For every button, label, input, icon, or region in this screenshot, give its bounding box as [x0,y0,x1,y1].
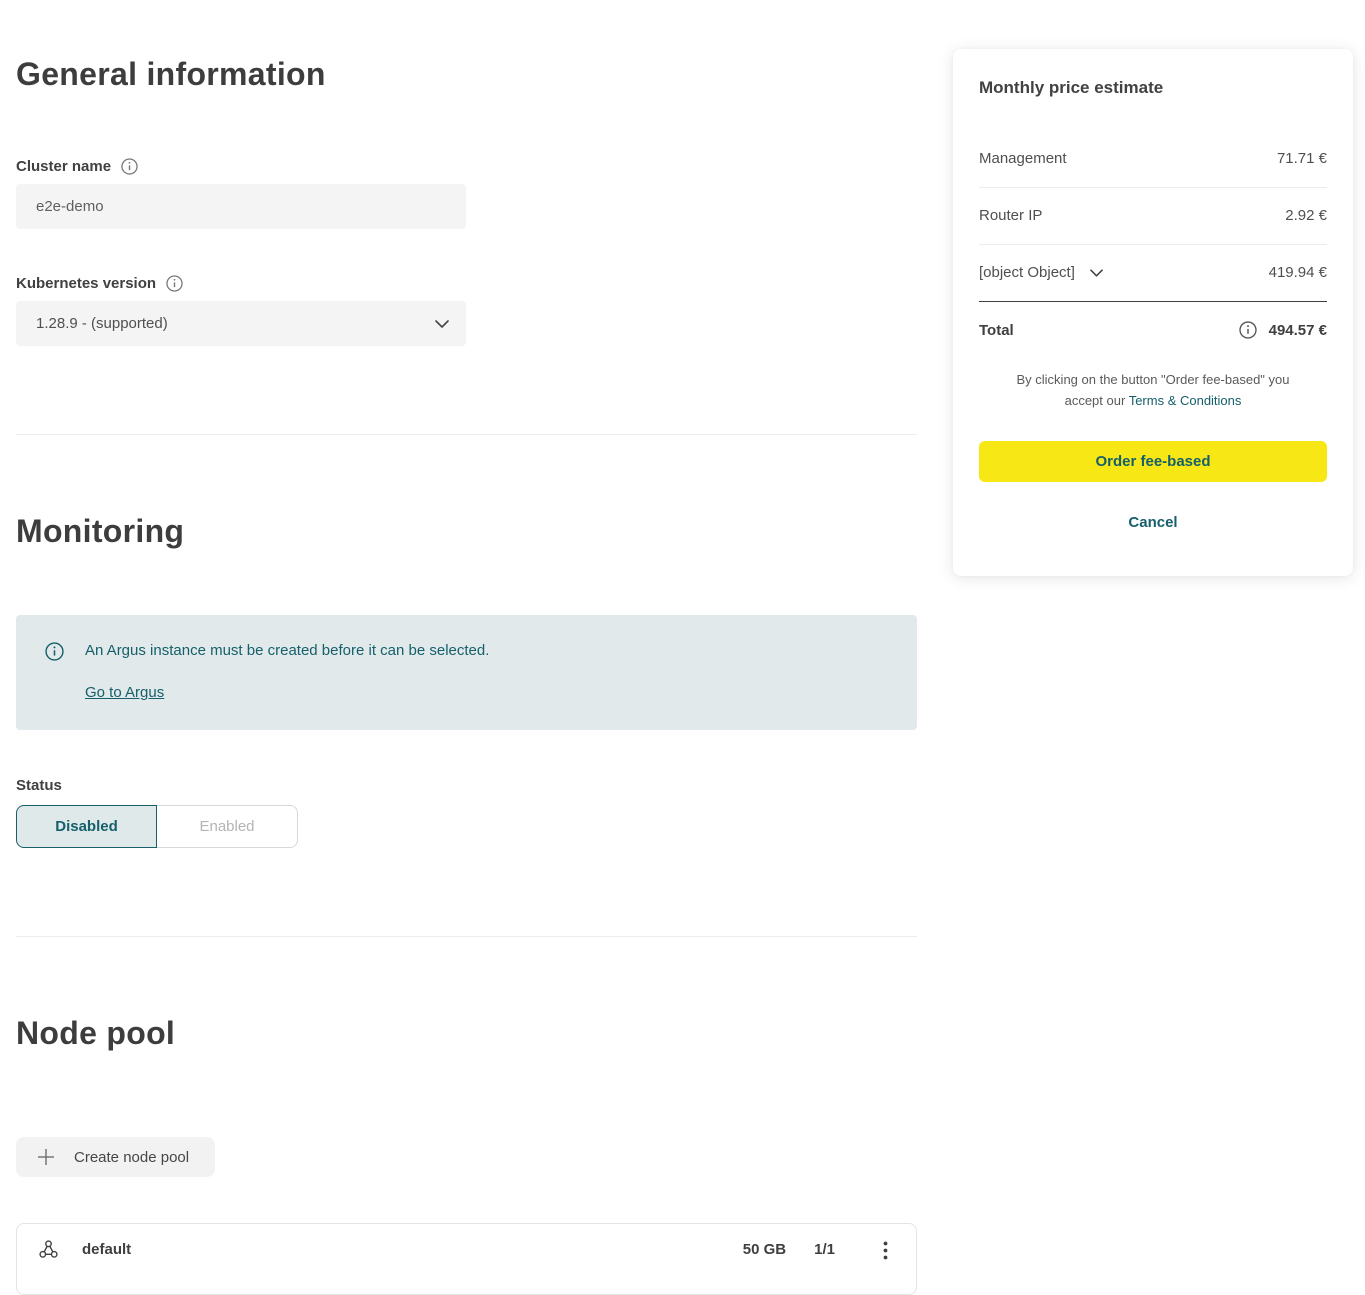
price-row-label: [object Object] [979,264,1075,281]
section-divider [16,936,917,937]
kubernetes-version-label: Kubernetes version [16,274,157,292]
cancel-button[interactable]: Cancel [1122,513,1183,532]
kubernetes-version-select[interactable] [16,301,466,346]
order-fee-based-button[interactable]: Order fee-based [979,441,1327,482]
price-row-value: 419.94 € [1268,264,1327,281]
info-icon[interactable] [121,158,138,175]
total-label: Total [979,321,1014,339]
info-icon [45,642,64,661]
price-row-value: 2.92 € [1285,207,1327,224]
terms-notice [1003,369,1303,411]
cluster-create-form [16,0,917,1295]
node-pool-name: default [82,1241,132,1258]
plus-icon [37,1148,55,1166]
go-to-argus-link[interactable]: Go to Argus [85,684,165,701]
price-row-label: Router IP [979,207,1043,224]
cluster-name-input[interactable] [16,184,466,229]
price-card-title: Monthly price estimate [979,78,1164,97]
kebab-menu-icon[interactable] [881,1238,890,1263]
node-pool-volume-size: 50 GB [742,1241,787,1258]
kubernetes-version-label-row [16,274,917,292]
section-title-monitoring: Monitoring [16,513,185,549]
terms-and-conditions-link[interactable]: Terms & Conditions [1128,393,1242,408]
create-node-pool-label: Create node pool [74,1148,190,1166]
price-total-row [979,302,1327,339]
status-toggle [16,805,917,848]
argus-info-banner [16,615,917,730]
argus-banner-message: An Argus instance must be created before it can be selected. [85,642,490,659]
monthly-price-estimate-card [953,49,1353,576]
cluster-name-label-row [16,157,917,175]
info-icon[interactable] [166,275,183,292]
status-option-disabled[interactable]: Disabled [16,805,157,848]
chevron-down-icon [435,320,449,328]
cluster-name-label: Cluster name [16,157,112,175]
chevron-down-icon[interactable] [1090,269,1103,277]
section-title-general-information: General information [16,56,326,92]
cluster-nodes-icon [38,1239,59,1260]
price-row-router-ip [979,188,1327,245]
terms-text: By clicking on the button "Order fee-based" you accept our [1016,372,1290,408]
section-title-node-pool: Node pool [16,1015,176,1051]
create-node-pool-button[interactable] [16,1137,215,1177]
total-value: 494.57 € [1268,321,1327,339]
price-row-value: 71.71 € [1276,150,1327,167]
status-option-enabled[interactable]: Enabled [157,805,298,848]
kubernetes-version-selected-value: 1.28.9 - (supported) [36,315,168,332]
price-row-management [979,131,1327,188]
info-icon[interactable] [1239,321,1257,339]
node-pool-node-count: 1/1 [814,1241,835,1258]
node-pool-row [16,1223,917,1295]
price-row-node-pool [979,245,1327,302]
section-divider [16,434,917,435]
status-label: Status [16,777,62,794]
price-row-label: Management [979,150,1067,167]
